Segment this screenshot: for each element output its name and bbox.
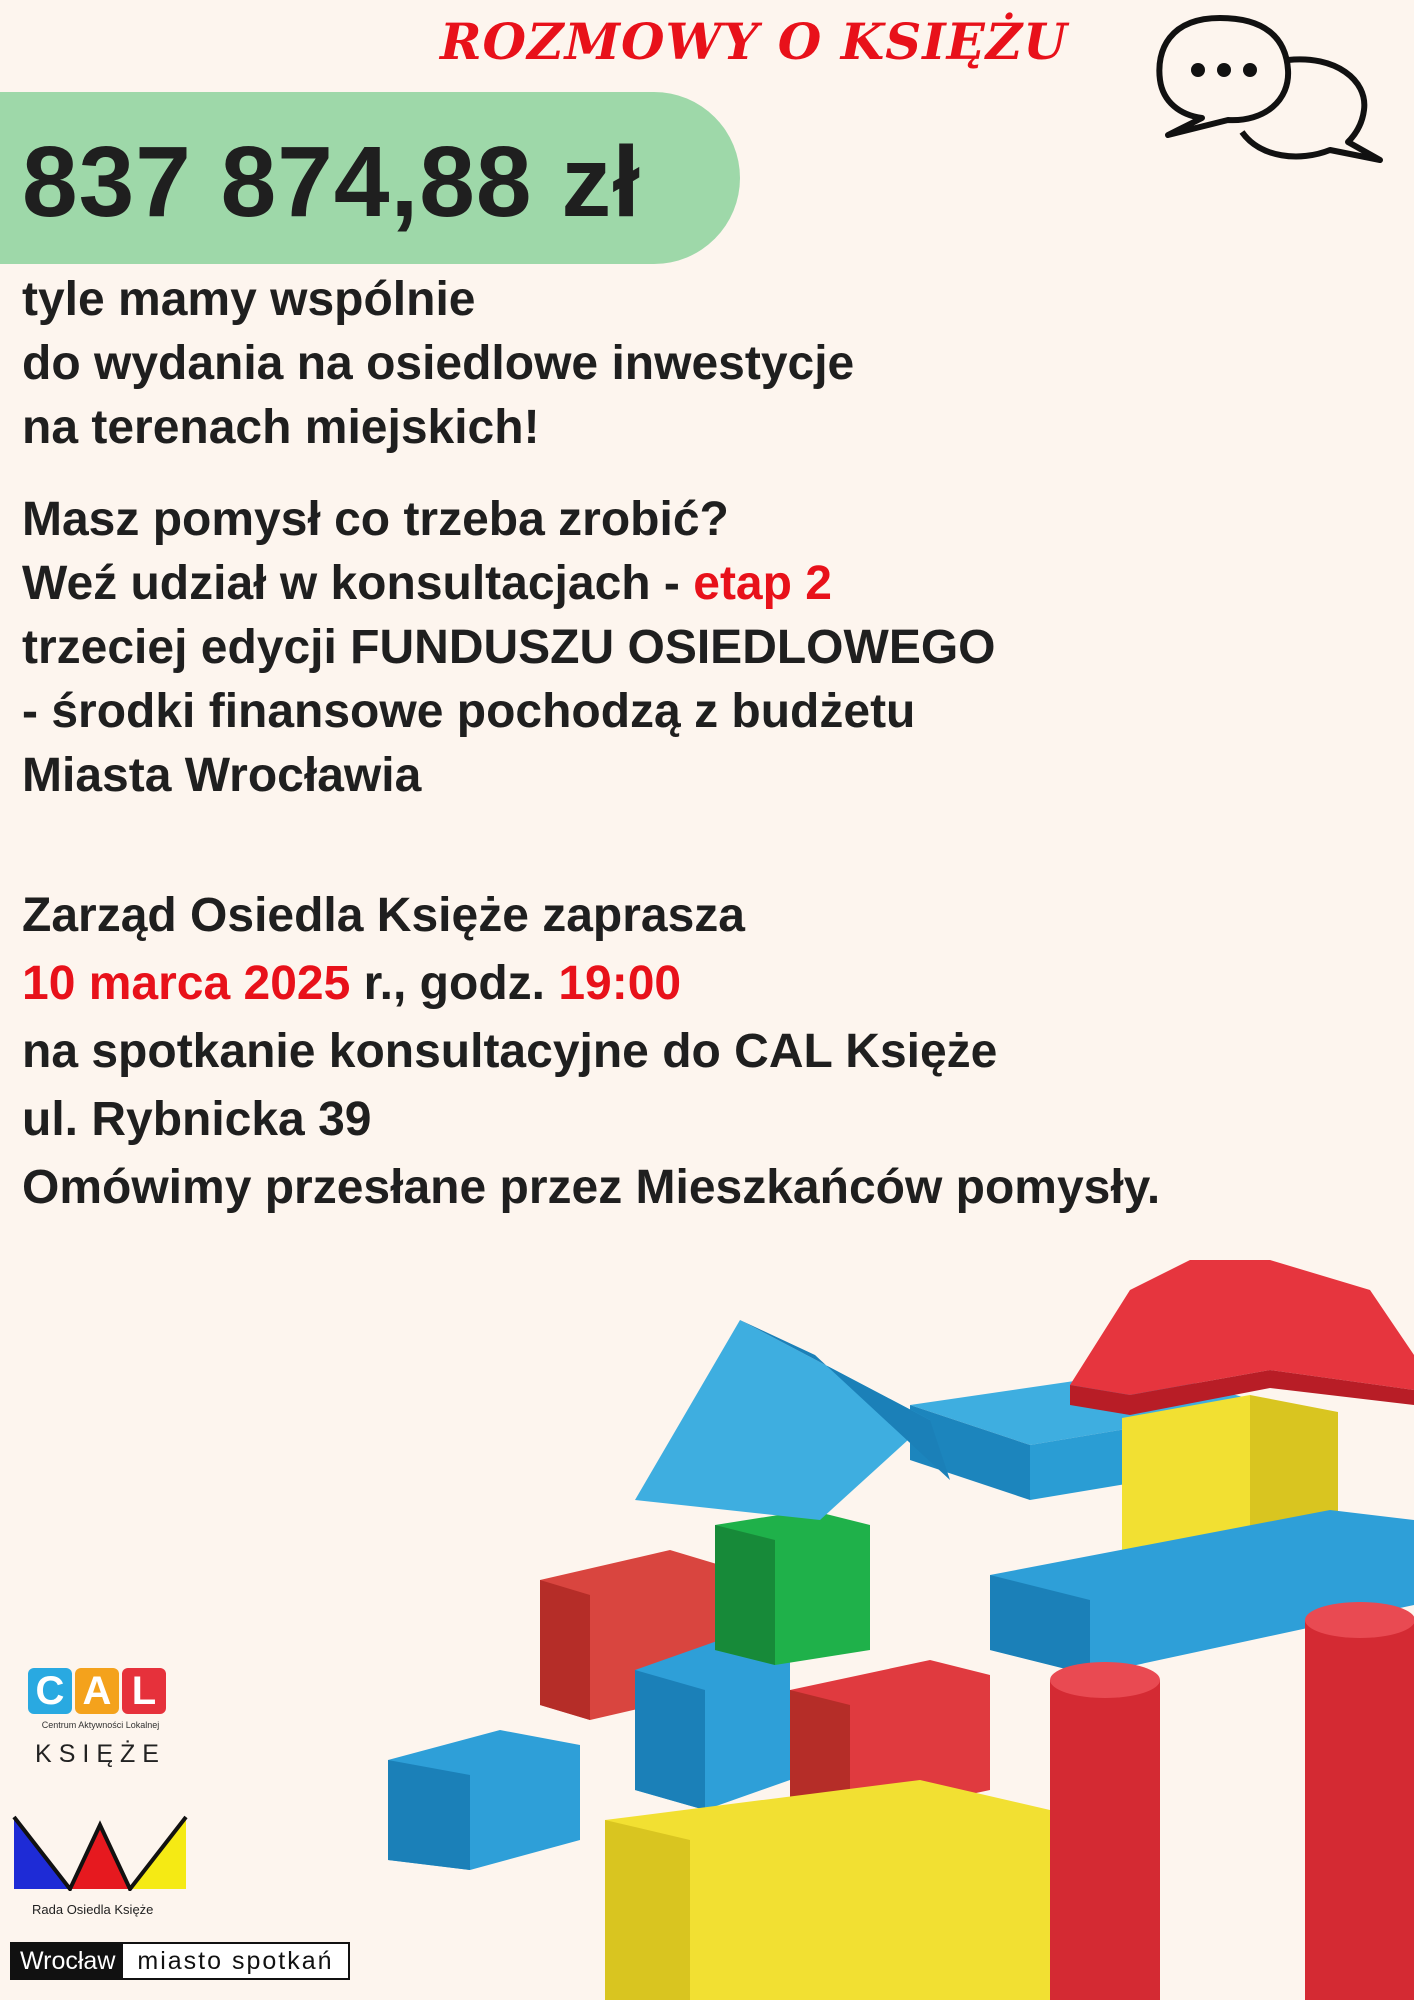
datetime-separator: r., godz. [350, 957, 559, 1010]
consultation-line: Masz pomysł co trzeba zrobić? [22, 493, 729, 546]
consultation-text [22, 488, 996, 808]
intro-text [22, 268, 854, 460]
consultation-line [22, 552, 996, 616]
invitation-line: Omówimy przesłane przez Mieszkańców pomysły. [22, 1161, 1161, 1214]
wroclaw-slogan: miasto spotkań [123, 1944, 347, 1978]
invitation-datetime [22, 950, 1160, 1018]
intro-line: na terenach miejskich! [22, 401, 540, 454]
invitation-address: ul. Rybnicka 39 [22, 1093, 372, 1146]
invitation-line: Zarząd Osiedla Księże zaprasza [22, 889, 745, 942]
cal-letter: L [122, 1668, 166, 1714]
rada-logo-mark [12, 1815, 188, 1891]
intro-line: do wydania na osiedlowe inwestycje [22, 337, 855, 390]
header-title: ROZMOWY O KSIĘŻU [440, 12, 1068, 71]
wroclaw-logo [10, 1942, 350, 1980]
cal-letter: A [75, 1668, 119, 1714]
meeting-date: 10 marca 2025 [22, 957, 351, 1010]
consultation-line: - środki finansowe pochodzą z budżetu [22, 685, 916, 738]
amount-value: 837 874,88 zł [22, 126, 642, 238]
cal-letters [28, 1668, 178, 1714]
stage-highlight: etap 2 [693, 557, 832, 610]
cal-logo [28, 1668, 178, 1769]
toy-blocks-illustration [370, 1220, 1414, 2000]
consultation-line: trzeciej edycji FUNDUSZU OSIEDLOWEGO [22, 621, 996, 674]
intro-line: tyle mamy wspólnie [22, 273, 476, 326]
consultation-text-part: Weź udział w konsultacjach - [22, 557, 694, 610]
rada-caption: Rada Osiedla Księże [32, 1902, 154, 1917]
invitation-text [22, 882, 1160, 1222]
cal-subtitle: Centrum Aktywności Lokalnej [41, 1720, 160, 1730]
meeting-time: 19:00 [558, 957, 682, 1010]
wroclaw-name: Wrocław [12, 1944, 123, 1978]
speech-bubbles-icon [1150, 10, 1390, 170]
consultation-line: Miasta Wrocławia [22, 749, 422, 802]
cal-letter: C [28, 1668, 72, 1714]
invitation-line: na spotkanie konsultacyjne do CAL Księże [22, 1025, 998, 1078]
rada-osiedla-logo [12, 1815, 192, 1917]
cal-name: KSIĘŻE [35, 1740, 166, 1768]
